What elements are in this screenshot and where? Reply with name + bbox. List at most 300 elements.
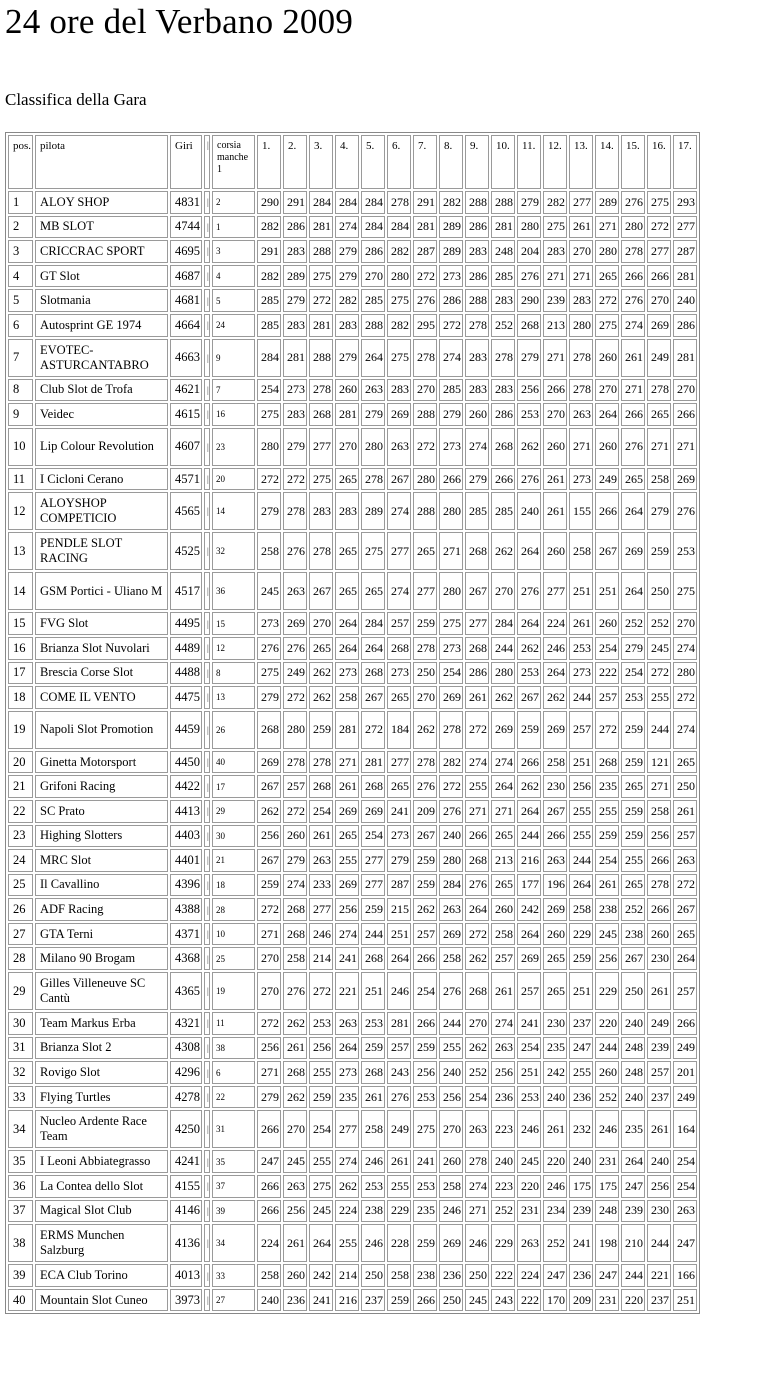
manche-laps-cell: 285 — [361, 289, 385, 312]
column-header-manche: 11. — [517, 135, 541, 189]
table-row — [8, 339, 697, 377]
manche-laps-cell: 261 — [387, 1150, 411, 1173]
manche-laps-cell: 278 — [465, 1150, 489, 1173]
manche-laps-cell: 281 — [673, 265, 697, 288]
manche-laps-cell: 209 — [413, 800, 437, 823]
manche-laps-cell: 264 — [621, 572, 645, 610]
manche-laps-cell: 257 — [491, 947, 515, 970]
giri-cell: 4296 — [170, 1061, 202, 1084]
manche-laps-cell: 268 — [283, 898, 307, 921]
corsia-cell: 24 — [212, 314, 255, 337]
manche-laps-cell: 229 — [595, 972, 619, 1010]
manche-laps-cell: 279 — [517, 191, 541, 214]
corsia-cell: 7 — [212, 379, 255, 402]
manche-laps-cell: 283 — [283, 240, 307, 263]
manche-laps-cell: 274 — [335, 923, 359, 946]
manche-laps-cell: 256 — [335, 898, 359, 921]
column-header-manche: 9. — [465, 135, 489, 189]
pilota-cell: COME IL VENTO — [35, 686, 168, 709]
manche-laps-cell: 272 — [673, 874, 697, 897]
manche-laps-cell: 259 — [361, 1037, 385, 1060]
manche-laps-cell: 263 — [283, 1175, 307, 1198]
manche-laps-cell: 259 — [621, 751, 645, 774]
giri-cell: 4681 — [170, 289, 202, 312]
column-header-manche: 3. — [309, 135, 333, 189]
pos-cell: 29 — [8, 972, 33, 1010]
manche-laps-cell: 283 — [465, 379, 489, 402]
manche-laps-cell: 281 — [283, 339, 307, 377]
manche-laps-cell: 271 — [673, 428, 697, 466]
manche-laps-cell: 215 — [387, 898, 411, 921]
manche-laps-cell: 277 — [647, 240, 671, 263]
manche-laps-cell: 290 — [257, 191, 281, 214]
table-header-row — [8, 135, 697, 189]
manche-laps-cell: 216 — [335, 1289, 359, 1312]
column-header-manche: 14. — [595, 135, 619, 189]
manche-laps-cell: 262 — [309, 662, 333, 685]
manche-laps-cell: 274 — [387, 492, 411, 530]
manche-laps-cell: 213 — [543, 314, 567, 337]
manche-laps-cell: 290 — [517, 289, 541, 312]
manche-laps-cell: 245 — [465, 1289, 489, 1312]
manche-laps-cell: 240 — [621, 1086, 645, 1109]
corsia-cell: 40 — [212, 751, 255, 774]
manche-laps-cell: 266 — [257, 1110, 281, 1148]
manche-laps-cell: 263 — [569, 403, 593, 426]
manche-laps-cell: 269 — [439, 923, 463, 946]
manche-laps-cell: 261 — [543, 1110, 567, 1148]
pos-cell: 37 — [8, 1200, 33, 1223]
manche-laps-cell: 274 — [283, 874, 307, 897]
pos-cell: 18 — [8, 686, 33, 709]
manche-laps-cell: 240 — [439, 1061, 463, 1084]
manche-laps-cell: 280 — [569, 314, 593, 337]
giri-cell: 4013 — [170, 1264, 202, 1287]
manche-laps-cell: 285 — [491, 265, 515, 288]
manche-laps-cell: 265 — [673, 923, 697, 946]
separator-cell: | — [204, 468, 210, 491]
manche-laps-cell: 271 — [543, 339, 567, 377]
giri-cell: 4621 — [170, 379, 202, 402]
manche-laps-cell: 249 — [647, 339, 671, 377]
manche-laps-cell: 262 — [413, 898, 437, 921]
manche-laps-cell: 264 — [387, 947, 411, 970]
manche-laps-cell: 253 — [517, 403, 541, 426]
manche-laps-cell: 268 — [257, 711, 281, 749]
manche-laps-cell: 240 — [673, 289, 697, 312]
pos-cell: 15 — [8, 612, 33, 635]
pos-cell: 6 — [8, 314, 33, 337]
manche-laps-cell: 262 — [309, 686, 333, 709]
giri-cell: 4401 — [170, 849, 202, 872]
manche-laps-cell: 256 — [647, 1175, 671, 1198]
manche-laps-cell: 284 — [309, 191, 333, 214]
manche-laps-cell: 289 — [361, 492, 385, 530]
manche-laps-cell: 288 — [309, 240, 333, 263]
manche-laps-cell: 261 — [283, 1037, 307, 1060]
manche-laps-cell: 286 — [465, 662, 489, 685]
manche-laps-cell: 284 — [361, 191, 385, 214]
manche-laps-cell: 262 — [517, 428, 541, 466]
pos-cell: 21 — [8, 775, 33, 798]
pos-cell: 5 — [8, 289, 33, 312]
manche-laps-cell: 257 — [283, 775, 307, 798]
manche-laps-cell: 270 — [465, 1012, 489, 1035]
manche-laps-cell: 265 — [335, 572, 359, 610]
manche-laps-cell: 240 — [439, 825, 463, 848]
manche-laps-cell: 245 — [309, 1200, 333, 1223]
manche-laps-cell: 247 — [621, 1175, 645, 1198]
manche-laps-cell: 270 — [647, 289, 671, 312]
manche-laps-cell: 271 — [491, 800, 515, 823]
manche-laps-cell: 251 — [569, 572, 593, 610]
corsia-cell: 17 — [212, 775, 255, 798]
manche-laps-cell: 247 — [673, 1224, 697, 1262]
manche-laps-cell: 274 — [465, 1175, 489, 1198]
manche-laps-cell: 268 — [361, 1061, 385, 1084]
manche-laps-cell: 285 — [439, 379, 463, 402]
manche-laps-cell: 232 — [569, 1110, 593, 1148]
manche-laps-cell: 255 — [465, 775, 489, 798]
manche-laps-cell: 235 — [543, 1037, 567, 1060]
manche-laps-cell: 277 — [543, 572, 567, 610]
corsia-cell: 28 — [212, 898, 255, 921]
manche-laps-cell: 295 — [413, 314, 437, 337]
manche-laps-cell: 242 — [309, 1264, 333, 1287]
manche-laps-cell: 246 — [517, 1110, 541, 1148]
manche-laps-cell: 275 — [257, 403, 281, 426]
separator-cell: | — [204, 800, 210, 823]
manche-laps-cell: 244 — [621, 1264, 645, 1287]
corsia-cell: 12 — [212, 637, 255, 660]
separator-cell: | — [204, 572, 210, 610]
manche-laps-cell: 266 — [257, 1200, 281, 1223]
separator-cell: | — [204, 849, 210, 872]
manche-laps-cell: 259 — [257, 874, 281, 897]
manche-laps-cell: 264 — [309, 1224, 333, 1262]
corsia-cell: 8 — [212, 662, 255, 685]
manche-laps-cell: 250 — [361, 1264, 385, 1287]
pilota-cell: Brianza Slot 2 — [35, 1037, 168, 1060]
manche-laps-cell: 285 — [257, 314, 281, 337]
manche-laps-cell: 224 — [335, 1200, 359, 1223]
manche-laps-cell: 254 — [465, 1086, 489, 1109]
table-row — [8, 191, 697, 214]
manche-laps-cell: 201 — [673, 1061, 697, 1084]
manche-laps-cell: 164 — [673, 1110, 697, 1148]
manche-laps-cell: 242 — [517, 898, 541, 921]
manche-laps-cell: 240 — [543, 1086, 567, 1109]
manche-laps-cell: 265 — [621, 874, 645, 897]
manche-laps-cell: 273 — [335, 1061, 359, 1084]
giri-cell: 4571 — [170, 468, 202, 491]
pilota-cell: PENDLE SLOT RACING — [35, 532, 168, 570]
separator-cell: | — [204, 1150, 210, 1173]
manche-laps-cell: 276 — [673, 492, 697, 530]
table-row — [8, 1264, 697, 1287]
manche-laps-cell: 275 — [595, 314, 619, 337]
pilota-cell: ALOYSHOP COMPETICIO — [35, 492, 168, 530]
corsia-cell: 38 — [212, 1037, 255, 1060]
manche-laps-cell: 264 — [517, 612, 541, 635]
manche-laps-cell: 272 — [257, 1012, 281, 1035]
manche-laps-cell: 246 — [465, 1224, 489, 1262]
table-row — [8, 468, 697, 491]
manche-laps-cell: 263 — [517, 1224, 541, 1262]
manche-laps-cell: 252 — [491, 1200, 515, 1223]
giri-cell: 4607 — [170, 428, 202, 466]
pilota-cell: Napoli Slot Promotion — [35, 711, 168, 749]
manche-laps-cell: 273 — [439, 637, 463, 660]
separator-cell: | — [204, 314, 210, 337]
table-row — [8, 1037, 697, 1060]
pilota-cell: Club Slot de Trofa — [35, 379, 168, 402]
pilota-cell: I Leoni Abbiategrasso — [35, 1150, 168, 1173]
pilota-cell: ERMS Munchen Salzburg — [35, 1224, 168, 1262]
manche-laps-cell: 255 — [621, 849, 645, 872]
manche-laps-cell: 175 — [569, 1175, 593, 1198]
manche-laps-cell: 275 — [387, 289, 411, 312]
manche-laps-cell: 196 — [543, 874, 567, 897]
manche-laps-cell: 250 — [621, 972, 645, 1010]
manche-laps-cell: 272 — [465, 711, 489, 749]
manche-laps-cell: 280 — [439, 572, 463, 610]
manche-laps-cell: 262 — [257, 800, 281, 823]
manche-laps-cell: 204 — [517, 240, 541, 263]
manche-laps-cell: 266 — [621, 403, 645, 426]
manche-laps-cell: 283 — [283, 314, 307, 337]
separator-cell: | — [204, 1200, 210, 1223]
manche-laps-cell: 278 — [465, 314, 489, 337]
manche-laps-cell: 254 — [309, 800, 333, 823]
table-row — [8, 240, 697, 263]
separator-cell: | — [204, 751, 210, 774]
manche-laps-cell: 170 — [543, 1289, 567, 1312]
giri-cell: 4695 — [170, 240, 202, 263]
manche-laps-cell: 276 — [465, 874, 489, 897]
pos-cell: 31 — [8, 1037, 33, 1060]
pilota-cell: MRC Slot — [35, 849, 168, 872]
manche-laps-cell: 274 — [465, 751, 489, 774]
pilota-cell: Grifoni Racing — [35, 775, 168, 798]
separator-cell: | — [204, 289, 210, 312]
manche-laps-cell: 271 — [569, 428, 593, 466]
manche-laps-cell: 236 — [569, 1264, 593, 1287]
manche-laps-cell: 258 — [361, 1110, 385, 1148]
manche-laps-cell: 253 — [569, 637, 593, 660]
manche-laps-cell: 279 — [257, 686, 281, 709]
manche-laps-cell: 277 — [309, 898, 333, 921]
pos-cell: 36 — [8, 1175, 33, 1198]
manche-laps-cell: 249 — [673, 1086, 697, 1109]
manche-laps-cell: 258 — [543, 751, 567, 774]
manche-laps-cell: 275 — [309, 1175, 333, 1198]
manche-laps-cell: 283 — [465, 240, 489, 263]
manche-laps-cell: 266 — [491, 468, 515, 491]
table-row — [8, 662, 697, 685]
separator-cell: | — [204, 612, 210, 635]
corsia-cell: 26 — [212, 711, 255, 749]
table-row — [8, 1200, 697, 1223]
manche-laps-cell: 270 — [413, 686, 437, 709]
manche-laps-cell: 246 — [361, 1224, 385, 1262]
manche-laps-cell: 267 — [595, 532, 619, 570]
manche-laps-cell: 121 — [647, 751, 671, 774]
manche-laps-cell: 255 — [335, 1224, 359, 1262]
manche-laps-cell: 253 — [517, 662, 541, 685]
manche-laps-cell: 270 — [595, 379, 619, 402]
manche-laps-cell: 258 — [647, 800, 671, 823]
manche-laps-cell: 269 — [673, 468, 697, 491]
giri-cell: 4664 — [170, 314, 202, 337]
pos-cell: 30 — [8, 1012, 33, 1035]
manche-laps-cell: 279 — [257, 1086, 281, 1109]
manche-laps-cell: 254 — [361, 825, 385, 848]
manche-laps-cell: 280 — [257, 428, 281, 466]
manche-laps-cell: 276 — [517, 572, 541, 610]
manche-laps-cell: 283 — [569, 289, 593, 312]
manche-laps-cell: 250 — [413, 662, 437, 685]
manche-laps-cell: 257 — [673, 972, 697, 1010]
pos-cell: 20 — [8, 751, 33, 774]
corsia-cell: 5 — [212, 289, 255, 312]
manche-laps-cell: 258 — [439, 947, 463, 970]
pos-cell: 14 — [8, 572, 33, 610]
manche-laps-cell: 256 — [647, 825, 671, 848]
manche-laps-cell: 287 — [387, 874, 411, 897]
manche-laps-cell: 260 — [543, 923, 567, 946]
manche-laps-cell: 281 — [387, 1012, 411, 1035]
manche-laps-cell: 278 — [413, 339, 437, 377]
manche-laps-cell: 253 — [621, 686, 645, 709]
separator-cell: | — [204, 191, 210, 214]
manche-laps-cell: 244 — [595, 1037, 619, 1060]
table-row — [8, 1224, 697, 1262]
manche-laps-cell: 246 — [439, 1200, 463, 1223]
separator-cell: | — [204, 898, 210, 921]
pilota-cell: Autosprint GE 1974 — [35, 314, 168, 337]
manche-laps-cell: 263 — [387, 428, 411, 466]
pos-cell: 38 — [8, 1224, 33, 1262]
pos-cell: 17 — [8, 662, 33, 685]
manche-laps-cell: 267 — [257, 849, 281, 872]
manche-laps-cell: 250 — [465, 1264, 489, 1287]
separator-cell: | — [204, 662, 210, 685]
manche-laps-cell: 270 — [413, 379, 437, 402]
manche-laps-cell: 279 — [465, 468, 489, 491]
manche-laps-cell: 230 — [647, 1200, 671, 1223]
manche-laps-cell: 269 — [491, 711, 515, 749]
manche-laps-cell: 237 — [647, 1289, 671, 1312]
manche-laps-cell: 256 — [257, 825, 281, 848]
separator-cell: | — [204, 825, 210, 848]
giri-cell: 4250 — [170, 1110, 202, 1148]
table-row — [8, 1086, 697, 1109]
manche-laps-cell: 237 — [361, 1289, 385, 1312]
manche-laps-cell: 265 — [543, 947, 567, 970]
manche-laps-cell: 241 — [335, 947, 359, 970]
manche-laps-cell: 175 — [595, 1175, 619, 1198]
manche-laps-cell: 281 — [335, 711, 359, 749]
column-header-manche: 4. — [335, 135, 359, 189]
manche-laps-cell: 214 — [335, 1264, 359, 1287]
manche-laps-cell: 261 — [569, 216, 593, 239]
manche-laps-cell: 264 — [595, 403, 619, 426]
manche-laps-cell: 265 — [387, 686, 411, 709]
manche-laps-cell: 283 — [335, 492, 359, 530]
manche-laps-cell: 253 — [361, 1175, 385, 1198]
manche-laps-cell: 255 — [647, 686, 671, 709]
manche-laps-cell: 251 — [569, 751, 593, 774]
column-header-manche: 17. — [673, 135, 697, 189]
manche-laps-cell: 276 — [283, 637, 307, 660]
manche-laps-cell: 263 — [491, 1037, 515, 1060]
separator-cell: | — [204, 240, 210, 263]
manche-laps-cell: 260 — [465, 403, 489, 426]
column-header-manche: 15. — [621, 135, 645, 189]
manche-laps-cell: 247 — [257, 1150, 281, 1173]
manche-laps-cell: 279 — [335, 339, 359, 377]
manche-laps-cell: 245 — [647, 637, 671, 660]
manche-laps-cell: 276 — [621, 289, 645, 312]
manche-laps-cell: 262 — [413, 711, 437, 749]
manche-laps-cell: 266 — [439, 468, 463, 491]
manche-laps-cell: 279 — [283, 428, 307, 466]
manche-laps-cell: 240 — [257, 1289, 281, 1312]
manche-laps-cell: 255 — [335, 849, 359, 872]
manche-laps-cell: 267 — [621, 947, 645, 970]
manche-laps-cell: 270 — [543, 403, 567, 426]
manche-laps-cell: 272 — [309, 289, 333, 312]
manche-laps-cell: 283 — [491, 379, 515, 402]
manche-laps-cell: 284 — [439, 874, 463, 897]
manche-laps-cell: 273 — [257, 612, 281, 635]
pilota-cell: EVOTEC-ASTURCANTABRO — [35, 339, 168, 377]
manche-laps-cell: 275 — [361, 532, 385, 570]
manche-laps-cell: 271 — [465, 1200, 489, 1223]
manche-laps-cell: 266 — [673, 403, 697, 426]
manche-laps-cell: 250 — [439, 1289, 463, 1312]
pilota-cell: Nucleo Ardente Race Team — [35, 1110, 168, 1148]
manche-laps-cell: 238 — [621, 923, 645, 946]
giri-cell: 4422 — [170, 775, 202, 798]
manche-laps-cell: 230 — [543, 1012, 567, 1035]
separator-cell: | — [204, 428, 210, 466]
manche-laps-cell: 262 — [517, 775, 541, 798]
table-row — [8, 686, 697, 709]
separator-cell: | — [204, 874, 210, 897]
manche-laps-cell: 265 — [335, 825, 359, 848]
manche-laps-cell: 267 — [517, 686, 541, 709]
table-row — [8, 711, 697, 749]
manche-laps-cell: 263 — [673, 849, 697, 872]
manche-laps-cell: 267 — [387, 468, 411, 491]
manche-laps-cell: 282 — [257, 216, 281, 239]
manche-laps-cell: 264 — [361, 637, 385, 660]
manche-laps-cell: 270 — [335, 428, 359, 466]
manche-laps-cell: 253 — [413, 1175, 437, 1198]
corsia-cell: 15 — [212, 612, 255, 635]
table-row — [8, 800, 697, 823]
corsia-cell: 35 — [212, 1150, 255, 1173]
giri-cell: 4403 — [170, 825, 202, 848]
manche-laps-cell: 255 — [595, 800, 619, 823]
manche-laps-cell: 272 — [647, 662, 671, 685]
manche-laps-cell: 253 — [517, 1086, 541, 1109]
manche-laps-cell: 275 — [257, 662, 281, 685]
table-row — [8, 637, 697, 660]
manche-laps-cell: 261 — [491, 972, 515, 1010]
